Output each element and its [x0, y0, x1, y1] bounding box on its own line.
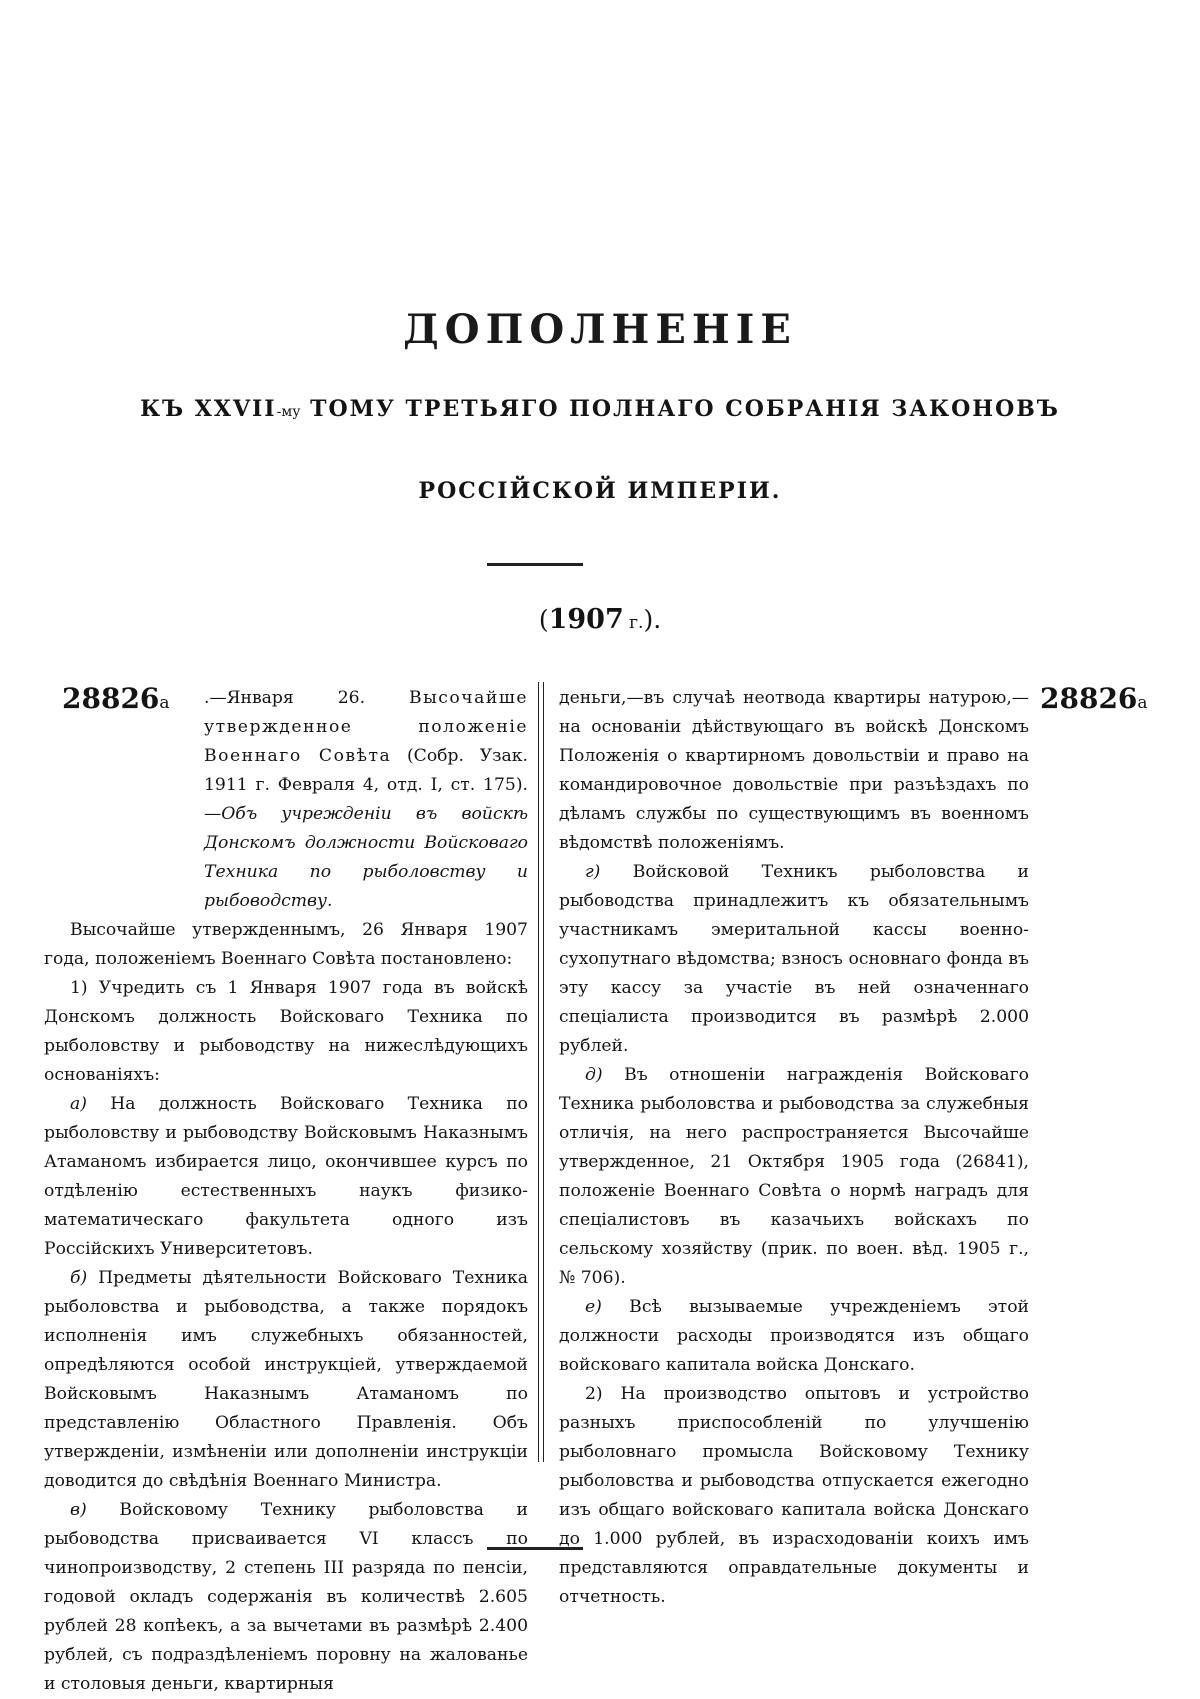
item-text: Всѣ вызываемые учрежденіемъ этой должности расходы производятся изъ общаго войсковаго капитала войска Донскаго.	[559, 1297, 1029, 1375]
document-subtitle-2: РОССІЙСКОЙ ИМПЕРІИ.	[418, 478, 782, 504]
paragraph-item-b	[44, 1264, 528, 1496]
year-value: 1907	[548, 604, 624, 635]
law-heading	[44, 684, 528, 916]
paragraph-item-e	[559, 1293, 1029, 1380]
paragraph-item-a	[44, 1090, 528, 1264]
item-text: Войсковой Техникъ рыболовства и рыбоводства принадлежитъ къ обязательнымъ участникамъ эмеритальной кассы военно-сухопутнаго вѣдомства; взносъ основнаго фонда въ эту кассу за участіе въ ней означеннаго спеціалиста производится въ размѣрѣ 2.000 рублей.	[559, 862, 1029, 1056]
item-label: б)	[70, 1268, 88, 1288]
subtitle-part-1: КЪ XXVII	[140, 396, 277, 422]
year-suffix: г.	[623, 613, 644, 633]
item-text: Войсковому Технику рыболовства и рыбоводства присваивается VI классъ по чинопроизводству, 2 степень III разряда по пенсіи, годовой окладъ содержанія въ количествѣ 2.605 рублей 28 копѣекъ, а за вычетами въ размѣрѣ 2.400 рублей, съ подраздѣленіемъ поровну на жалованье и столовыя деньги, квартирныя	[44, 1500, 528, 1694]
year-open: (	[538, 605, 549, 634]
paragraph: 1) Учредить съ 1 Января 1907 года въ войскѣ Донскомъ должность Войсковаго Техника по рыболовству и рыбоводству на нижеслѣдующихъ основаніяхъ:	[44, 978, 528, 1085]
paragraph-item-d	[559, 1061, 1029, 1293]
paragraph-continued: деньги,—въ случаѣ неотвода квартиры натурою,—на основаніи дѣйствующаго въ войскѣ Донскомъ Положенія о квартирномъ довольствіи и право на командировочное довольствіе при разъѣздахъ по дѣламъ службы по существующимъ въ военномъ вѣдомствѣ положеніямъ.	[559, 688, 1029, 853]
document-subtitle	[0, 396, 1200, 422]
left-text-column	[44, 684, 528, 1699]
column-divider-line	[538, 682, 539, 1462]
item-text: Въ отношеніи награжденія Войсковаго Техника рыболовства и рыбоводства за служебныя отличія, на него распространяется Высочайше утвержденное, 21 Октября 1905 года (26841), положеніе Военнаго Совѣта о нормѣ наградъ для спеціалистовъ въ казачьихъ войскахъ по сельскому хозяйству (прик. по воен. вѣд. 1905 г., № 706).	[559, 1065, 1029, 1288]
item-text: Предметы дѣятельности Войсковаго Техника рыболовства и рыбоводства, а также порядокъ исполненія имъ служебныхъ обязанностей, опредѣляются особой инструкціей, утверждаемой Войсковымъ Наказнымъ Атаманомъ по представленію Областного Правленія. Объ утвержденіи, измѣненіи или дополненіи инструкціи доводится до свѣдѣнія Военнаго Министра.	[44, 1268, 528, 1491]
column-divider-line	[543, 682, 544, 1462]
document-title: ДОПОЛНЕНІЕ	[403, 306, 797, 353]
item-text: На должность Войсковаго Техника по рыболовству и рыбоводству Войсковымъ Наказнымъ Атаманомъ избирается лицо, окончившее курсъ по отдѣленію естественныхъ наукъ физико-математическаго факультета одного изъ Россійскихъ Университетовъ.	[44, 1094, 528, 1259]
top-divider-rule	[487, 563, 583, 566]
paragraph-item-v	[44, 1496, 528, 1699]
law-number: 28826	[62, 682, 160, 715]
item-label: г)	[585, 862, 601, 882]
heading-source: (Собр. Узак. 1911 г. Февраля 4, отд. I, ст. 175).—	[204, 746, 528, 824]
heading-date: .—Января 26.	[204, 688, 409, 708]
subtitle-part-2: ТОМУ ТРЕТЬЯГО ПОЛНАГО СОБРАНІЯ ЗАКОНОВЪ	[300, 396, 1060, 422]
heading-decree: Высочайше утвержденное положеніе Военнаго Совѣта	[204, 688, 528, 766]
item-label: е)	[585, 1297, 602, 1317]
item-label: в)	[70, 1500, 87, 1520]
paragraph: 2) На производство опытовъ и устройство разныхъ приспособленій по улучшенію рыболовнаго промысла Войсковому Технику рыболовства и рыбоводства отпускается ежегодно изъ общаго войсковаго капитала войска Донскаго до 1.000 рублей, въ израсходованіи коихъ имъ представляются оправдательные документы и отчетность.	[559, 1384, 1029, 1607]
item-label: а)	[70, 1094, 87, 1114]
law-number-suffix: а	[1137, 693, 1148, 713]
heading-subject: Объ учрежденіи въ войскѣ Донскомъ должности Войсковаго Техника по рыболовству и рыбоводству.	[204, 804, 528, 911]
law-number: 28826	[1040, 682, 1138, 715]
right-margin-law-number	[1040, 682, 1148, 715]
paragraph: Высочайше утвержденнымъ, 26 Января 1907 года, положеніемъ Военнаго Совѣта постановлено:	[44, 920, 528, 969]
right-text-column	[559, 684, 1029, 1612]
year-close: ).	[643, 605, 662, 634]
bottom-divider-rule	[487, 1547, 583, 1550]
item-label: д)	[585, 1065, 603, 1085]
year-heading	[0, 604, 1200, 635]
subtitle-superscript: -му	[276, 404, 301, 420]
law-number-suffix: а	[159, 693, 170, 713]
paragraph-item-g	[559, 858, 1029, 1061]
